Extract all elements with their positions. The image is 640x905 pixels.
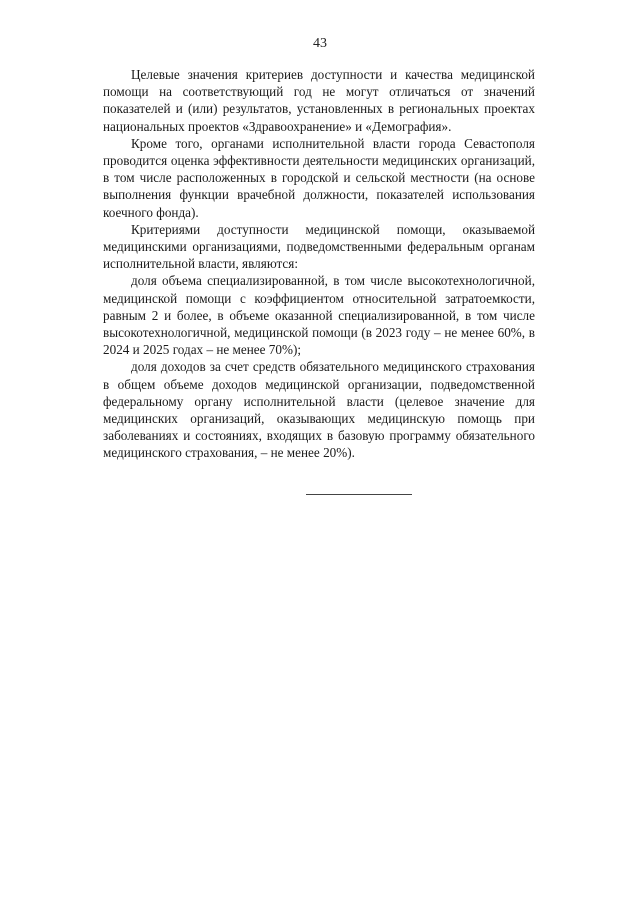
end-separator-line (306, 494, 412, 495)
paragraph-efficiency-assessment: Кроме того, органами исполнительной власти города Севастополя проводится оценка эффективности деятельности медицинских организаций, в том числе расположенных в городской и сельской местности (на основе выполнения функции врачебной должности, показателей использования коечного фонда). (103, 135, 535, 220)
paragraph-criterion-specialized-care: доля объема специализированной, в том числе высокотехнологичной, медицинской помощи с коэффициентом относительной затратоемкости, равным 2 и более, в объеме оказанной специализированной, в том числе высокотехнологичной, медицинской помощи (в 2023 году – не менее 60%, в 2024 и 2025 годах – не менее 70%); (103, 273, 535, 358)
document-body (103, 66, 535, 462)
paragraph-target-values: Целевые значения критериев доступности и качества медицинской помощи на соответствующий год не могут отличаться от значений показателей и (или) результатов, установленных в региональных проектах национальных проектов «Здравоохранение» и «Демография». (103, 67, 535, 134)
paragraph-criterion-oms-income: доля доходов за счет средств обязательного медицинского страхования в общем объеме доходов медицинской организации, подведомственной федеральному органу исполнительной власти (целевое значение для медицинских организаций, оказывающих медицинскую помощь при заболеваниях и состояниях, входящих в базовую программу обязательного медицинского страхования, – не менее 20%). (103, 359, 535, 461)
page-number: 43 (313, 36, 327, 51)
paragraph-criteria-intro: Критериями доступности медицинской помощи, оказываемой медицинскими организациями, подведомственными федеральным органам исполнительной власти, являются: (103, 221, 535, 272)
